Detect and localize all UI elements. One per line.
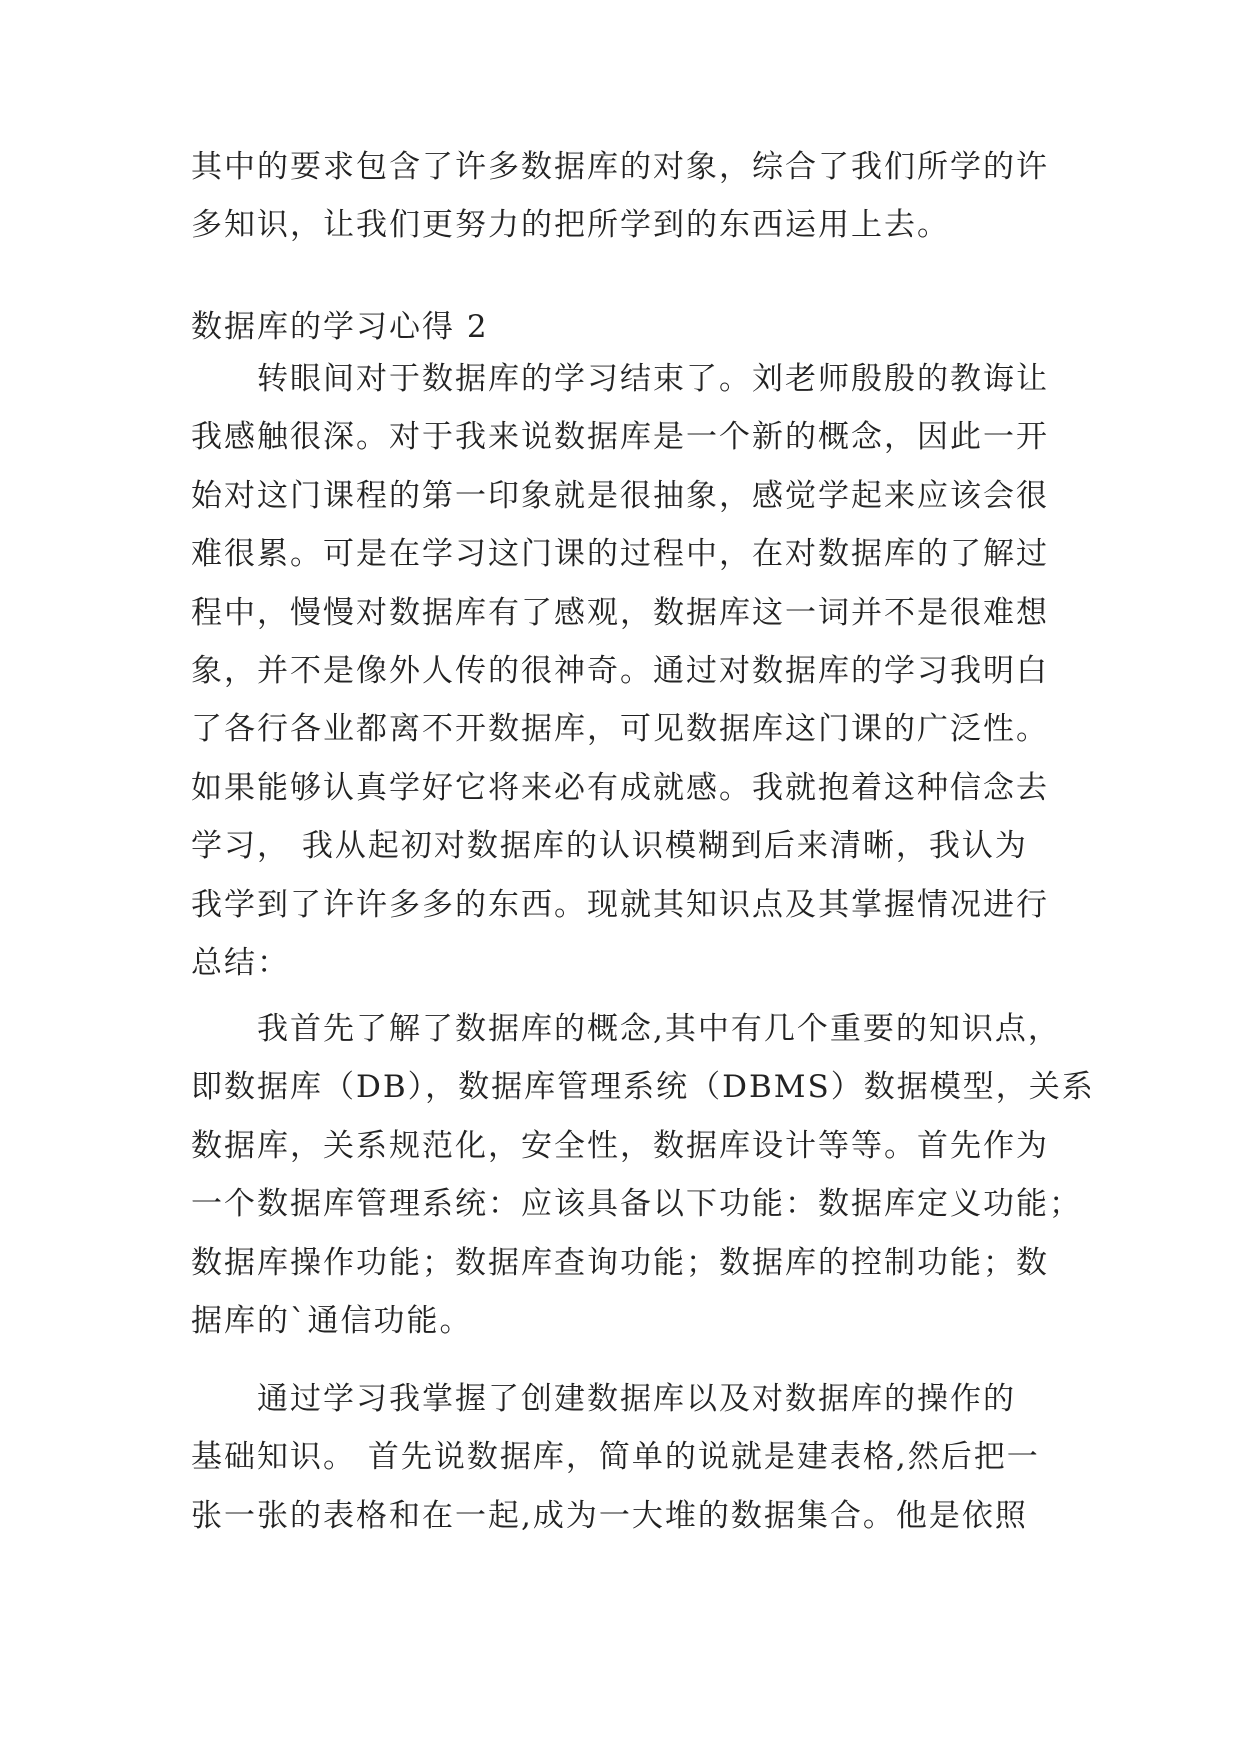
text-line: 通过学习我掌握了创建数据库以及对数据库的操作的 — [257, 1381, 1016, 1417]
text-line: 据库的`通信功能。 — [191, 1302, 473, 1339]
text-line: 始对这门课程的第一印象就是很抽象，感觉学起来应该会很 — [191, 477, 1049, 514]
text-line: 我学到了许许多多的东西。现就其知识点及其掌握情况进行 — [191, 886, 1049, 923]
text-line: 多知识，让我们更努力的把所学到的东西运用上去。 — [191, 207, 950, 244]
paragraph-1 — [191, 350, 1071, 992]
text-line: 如果能够认真学好它将来必有成就感。我就抱着这种信念去 — [191, 769, 1049, 806]
text-line: 数据库，关系规范化，安全性，数据库设计等等。首先作为 — [191, 1127, 1049, 1164]
intro-paragraph — [191, 138, 1071, 255]
section-heading — [191, 298, 1071, 356]
text-line: 即数据库（DB），数据库管理系统（DBMS）数据模型，关系 — [191, 1069, 1095, 1106]
heading-text: 数据库的学习心得 2 — [191, 309, 489, 345]
paragraph-2 — [191, 1000, 1095, 1350]
text-line: 张一张的表格和在一起,成为一大堆的数据集合。他是依照 — [191, 1497, 1028, 1534]
text-line: 难很累。可是在学习这门课的过程中，在对数据库的了解过 — [191, 536, 1049, 573]
text-line: 学习， 我从起初对数据库的认识模糊到后来清晰，我认为 — [191, 828, 1028, 865]
paragraph-3 — [191, 1370, 1071, 1545]
text-line: 了各行各业都离不开数据库，可见数据库这门课的广泛性。 — [191, 711, 1049, 748]
text-line: 我感触很深。对于我来说数据库是一个新的概念，因此一开 — [191, 419, 1049, 456]
text-line: 基础知识。 首先说数据库，简单的说就是建表格,然后把一 — [191, 1439, 1040, 1476]
text-line: 其中的要求包含了许多数据库的对象，综合了我们所学的许 — [191, 149, 1049, 185]
text-line: 程中，慢慢对数据库有了感观，数据库这一词并不是很难想 — [191, 594, 1049, 631]
text-line: 总结： — [191, 944, 290, 981]
text-line: 数据库操作功能；数据库查询功能；数据库的控制功能；数 — [191, 1244, 1049, 1281]
text-line: 转眼间对于数据库的学习结束了。刘老师殷殷的教诲让 — [257, 361, 1049, 397]
text-line: 我首先了解了数据库的概念,其中有几个重要的知识点， — [257, 1011, 1061, 1047]
text-line: 象，并不是像外人传的很神奇。通过对数据库的学习我明白 — [191, 652, 1049, 689]
text-line: 一个数据库管理系统：应该具备以下功能：数据库定义功能； — [191, 1186, 1082, 1223]
